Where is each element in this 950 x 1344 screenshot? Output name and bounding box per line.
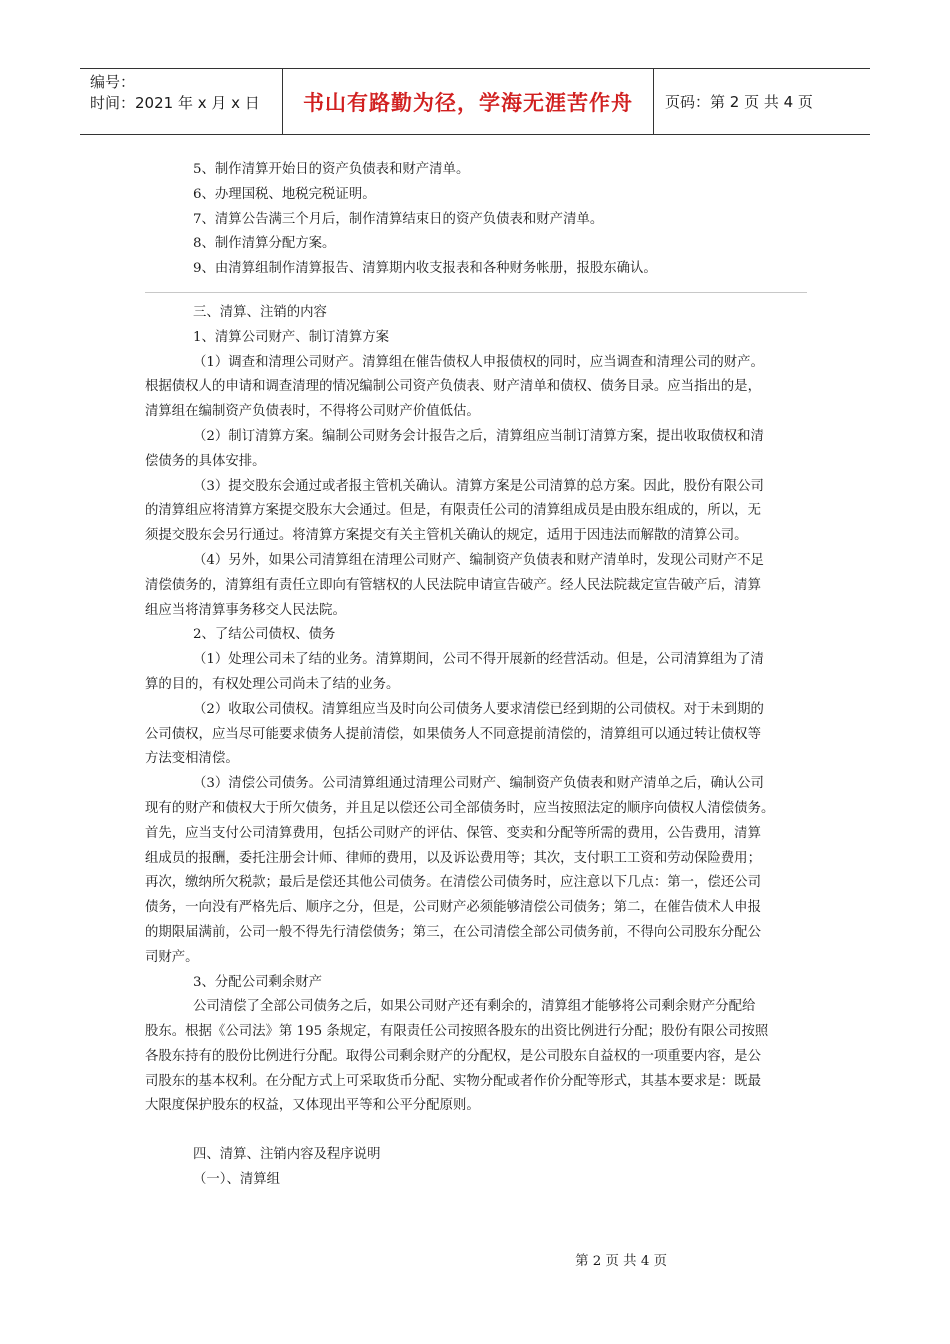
paragraph-line: 司财产。 [145,949,199,965]
header-meta [80,69,282,134]
section-3-title: 三、清算、注销的内容 [193,304,327,320]
paragraph-line: 算的目的，有权处理公司尚未了结的业务。 [145,676,400,692]
paragraph-line: 债务，一向没有严格先后、顺序之分，但是，公司财产必须能够清偿公司债务；第二，在催告债术人申报 [145,900,761,916]
list-item: 9、由清算组制作清算报告、清算期内收支报表和各种财务帐册，报股东确认。 [193,261,657,277]
header-time: 时间：2021 年 x 月 x 日 [90,94,260,112]
paragraph-line: （2）收取公司债权。清算组应当及时向公司债务人要求清偿已经到期的公司债权。对于未到期的 [193,701,764,717]
spacer [145,1119,807,1143]
paragraph-line: （3）提交股东会通过或者报主管机关确认。清算方案是公司清算的总方案。因此，股份有限公司 [193,478,764,494]
paragraph-line: （1）调查和清理公司财产。清算组在催告债权人申报债权的同时，应当调查和清理公司的财产。 [193,354,764,370]
header-page-number: 页码：第 2 页 共 4 页 [665,93,813,111]
paragraph-line: （4）另外，如果公司清算组在清理公司财产、编制资产负债表和财产清单时，发现公司财产不足 [193,552,764,568]
page-footer: 第 2 页 共 4 页 [575,1254,667,1269]
paragraph-line: 股东。根据《公司法》第 195 条规定，有限责任公司按照各股东的出资比例进行分配；股份有限公司按照 [145,1024,769,1040]
list-item: 6、办理国税、地税完税证明。 [193,186,376,202]
list-item: 5、制作清算开始日的资产负债表和财产清单。 [193,162,470,177]
paragraph-line: 清偿债务的，清算组有责任立即向有管辖权的人民法院申请宣告破产。经人民法院裁定宣告破产后，清算 [145,577,761,593]
header-number: 编号： [90,73,136,91]
header-motto-cell [282,69,654,134]
paragraph-line: 公司清偿了全部公司债务之后，如果公司财产还有剩余的，清算组才能够将公司剩余财产分配给 [193,999,756,1015]
paragraph-line: 组成员的报酬，委托注册会计师、律师的费用，以及诉讼费用等；其次，支付职工工资和劳动保险费用； [145,850,761,866]
paragraph-line: 根据债权人的申请和调查清理的情况编制公司资产负债表、财产清单和债权、债务目录。应当指出的是， [145,379,761,395]
paragraph-line: 现有的财产和债权大于所欠债务，并且足以偿还公司全部债务时，应当按照法定的顺序向债权人清偿债务。 [145,800,775,816]
paragraph-line: （3）清偿公司债务。公司清算组通过清理公司财产、编制资产负债表和财产清单之后，确认公司 [193,776,764,792]
paragraph-line: （2）制订清算方案。编制公司财务会计报告之后，清算组应当制订清算方案，提出收取债权和清 [193,428,764,444]
paragraph-line: 各股东持有的股份比例进行分配。取得公司剩余财产的分配权，是公司股东自益权的一项重要内容，是公 [145,1048,761,1064]
paragraph-line: 司股东的基本权利。在分配方式上可采取货币分配、实物分配或者作价分配等形式，其基本要求是：既最 [145,1073,761,1089]
paragraph-line: 方法变相清偿。 [145,751,239,767]
list-item: 8、制作清算分配方案。 [193,236,336,252]
paragraph-line: 的期限届满前，公司一般不得先行清偿债务；第三，在公司清偿全部公司债务前，不得向公司股东分配公 [145,924,761,940]
page-header [80,68,870,135]
paragraph-line: 再次，缴纳所欠税款；最后是偿还其他公司债务。在清偿公司债务时，应注意以下几点：第一，偿还公司 [145,875,761,891]
header-page-cell [654,69,870,134]
sub-3-title: 3、分配公司剩余财产 [193,974,323,990]
list-item: 7、清算公告满三个月后，制作清算结束日的资产负债表和财产清单。 [193,211,604,227]
section-4-sub-1-title: （一）、清算组 [193,1172,281,1188]
section-divider [145,292,807,293]
header-motto: 书山有路勤为径，学海无涯苦作舟 [303,90,633,115]
paragraph-line: （1）处理公司未了结的业务。清算期间，公司不得开展新的经营活动。但是，公司清算组为了清 [193,652,764,668]
document-body [145,158,807,1193]
paragraph-line: 组应当将清算事务移交人民法院。 [145,602,346,618]
sub-1-title: 1、清算公司财产、制订清算方案 [193,329,389,345]
paragraph-line: 大限度保护股东的权益，又体现出平等和公平分配原则。 [145,1098,480,1114]
paragraph-line: 的清算组应将清算方案提交股东大会通过。但是，有限责任公司的清算组成员是由股东组成的，所以，无 [145,503,761,519]
paragraph-line: 首先，应当支付公司清算费用，包括公司财产的评估、保管、变卖和分配等所需的费用，公告费用，清算 [145,825,761,841]
paragraph-line: 须提交股东会另行通过。将清算方案提交有关主管机关确认的规定，适用于因违法而解散的清算公司。 [145,528,748,544]
paragraph-line: 清算组在编制资产负债表时，不得将公司财产价值低估。 [145,404,480,420]
paragraph-line: 偿债务的具体安排。 [145,453,266,469]
section-4-title: 四、清算、注销内容及程序说明 [193,1147,381,1163]
sub-2-title: 2、了结公司债权、债务 [193,627,336,643]
paragraph-line: 公司债权，应当尽可能要求债务人提前清偿，如果债务人不同意提前清偿的，清算组可以通过转让债权等 [145,726,761,742]
